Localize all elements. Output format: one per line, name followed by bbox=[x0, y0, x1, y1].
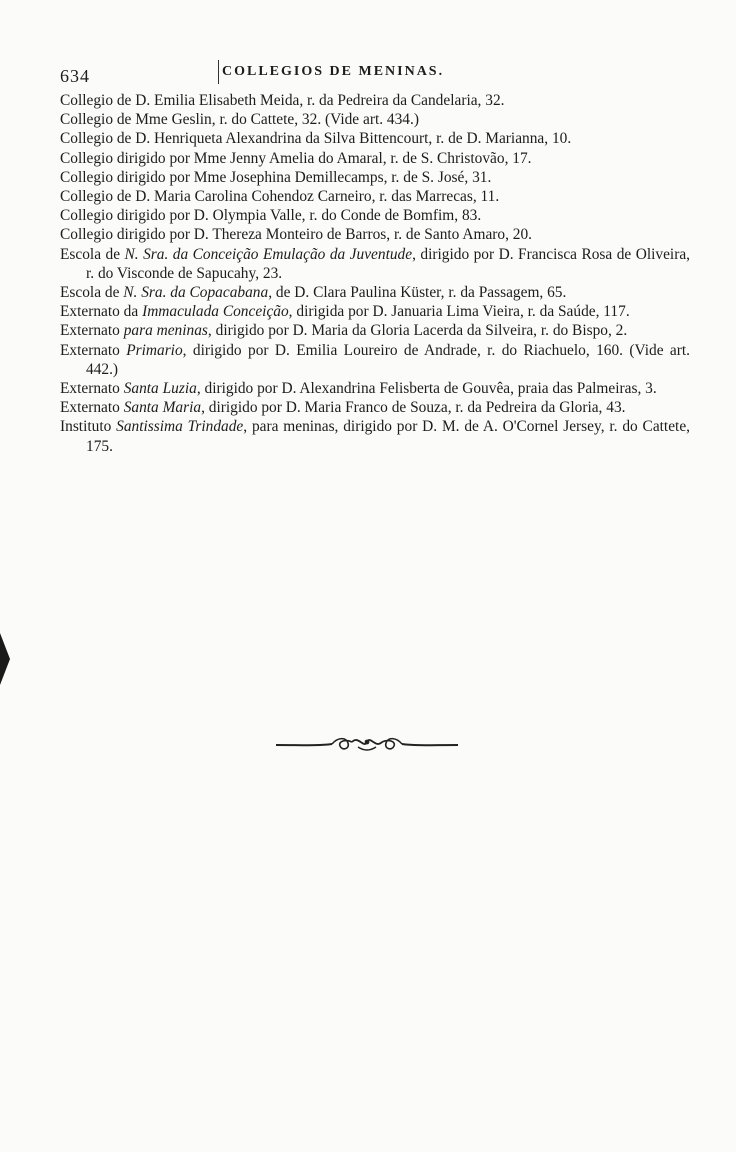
entry-text: Externato bbox=[60, 341, 127, 359]
entry-text: , dirigido por D. Maria Franco de Souza, r. da Pedreira da Gloria, 43. bbox=[201, 399, 626, 417]
entry-text: Externato bbox=[60, 399, 124, 417]
school-list bbox=[60, 91, 690, 456]
entry-text: , para meninas, dirigido por D. M. de A. O'Cornel Jersey, r. do Cattete, 175. bbox=[86, 418, 690, 455]
list-item bbox=[60, 417, 690, 455]
institution-name: Santa Luzia bbox=[123, 380, 197, 398]
decorative-ornament-icon bbox=[272, 733, 462, 755]
institution-name: Santa Maria bbox=[123, 399, 202, 417]
entry-text: Collegio dirigido por D. Olympia Valle, r. do Conde de Bomfim, 83. bbox=[60, 207, 482, 225]
entry-text: Collegio de D. Maria Carolina Cohendoz Carneiro, r. das Marrecas, 11. bbox=[60, 188, 500, 206]
entry-text: Collegio dirigido por Mme Jenny Amelia do Amaral, r. de S. Christovão, 17. bbox=[60, 149, 532, 167]
institution-name: Santissima Trindade bbox=[116, 418, 244, 436]
list-item bbox=[60, 245, 690, 283]
list-item bbox=[60, 168, 690, 187]
institution-name: para meninas bbox=[123, 322, 208, 340]
list-item bbox=[60, 321, 690, 340]
entry-text: Externato bbox=[60, 380, 124, 398]
institution-name: Immaculada Conceição bbox=[142, 303, 289, 321]
list-item bbox=[60, 206, 690, 225]
list-item bbox=[60, 129, 690, 148]
entry-text: , dirigido por D. Emilia Loureiro de Andrade, r. do Riachuelo, 160. (Vide art. 442.) bbox=[86, 341, 690, 378]
running-title: COLLEGIOS DE MENINAS. bbox=[222, 64, 445, 79]
entry-text: Collegio de Mme Geslin, r. do Cattete, 32. (Vide art. 434.) bbox=[60, 111, 419, 129]
institution-name: N. Sra. da Conceição Emulação da Juventude bbox=[124, 245, 413, 263]
list-item bbox=[60, 283, 690, 302]
institution-name: N. Sra. da Copacabana bbox=[123, 284, 269, 302]
entry-text: Instituto bbox=[60, 418, 117, 436]
entry-text: Escola de bbox=[60, 245, 125, 263]
entry-text: Collegio de D. Henriqueta Alexandrina da Silva Bittencourt, r. de D. Marianna, 10. bbox=[60, 130, 572, 148]
entry-text: Collegio dirigido por D. Thereza Monteiro de Barros, r. de Santo Amaro, 20. bbox=[60, 226, 533, 244]
list-item bbox=[60, 379, 690, 398]
entry-text: , dirigida por D. Januaria Lima Vieira, r. da Saúde, 117. bbox=[288, 303, 630, 321]
list-item bbox=[60, 187, 690, 206]
entry-text: , de D. Clara Paulina Küster, r. da Passagem, 65. bbox=[268, 284, 567, 302]
entry-text: Collegio de D. Emilia Elisabeth Meida, r. da Pedreira da Candelaria, 32. bbox=[60, 92, 505, 109]
entry-text: , dirigido por D. Francisca Rosa de Oliveira, r. do Visconde de Sapucahy, 23. bbox=[86, 245, 691, 282]
list-item bbox=[60, 225, 690, 244]
institution-name: Primario bbox=[126, 341, 183, 359]
entry-text: Externato da bbox=[60, 303, 143, 321]
list-item bbox=[60, 398, 690, 417]
binding-mark bbox=[0, 633, 10, 685]
list-item bbox=[60, 91, 690, 110]
list-item bbox=[60, 341, 690, 379]
entry-text: , dirigido por D. Alexandrina Felisberta de Gouvêa, praia das Palmeiras, 3. bbox=[196, 380, 657, 398]
entry-text: Externato bbox=[60, 322, 124, 340]
list-item bbox=[60, 149, 690, 168]
list-item bbox=[60, 110, 690, 129]
list-item bbox=[60, 302, 690, 321]
entry-text: Escola de bbox=[60, 284, 124, 302]
entry-text: , dirigido por D. Maria da Gloria Lacerda da Silveira, r. do Bispo, 2. bbox=[207, 322, 628, 340]
page-number: 634 bbox=[60, 66, 90, 86]
entry-text: Collegio dirigido por Mme Josephina Demillecamps, r. de S. José, 31. bbox=[60, 168, 492, 186]
